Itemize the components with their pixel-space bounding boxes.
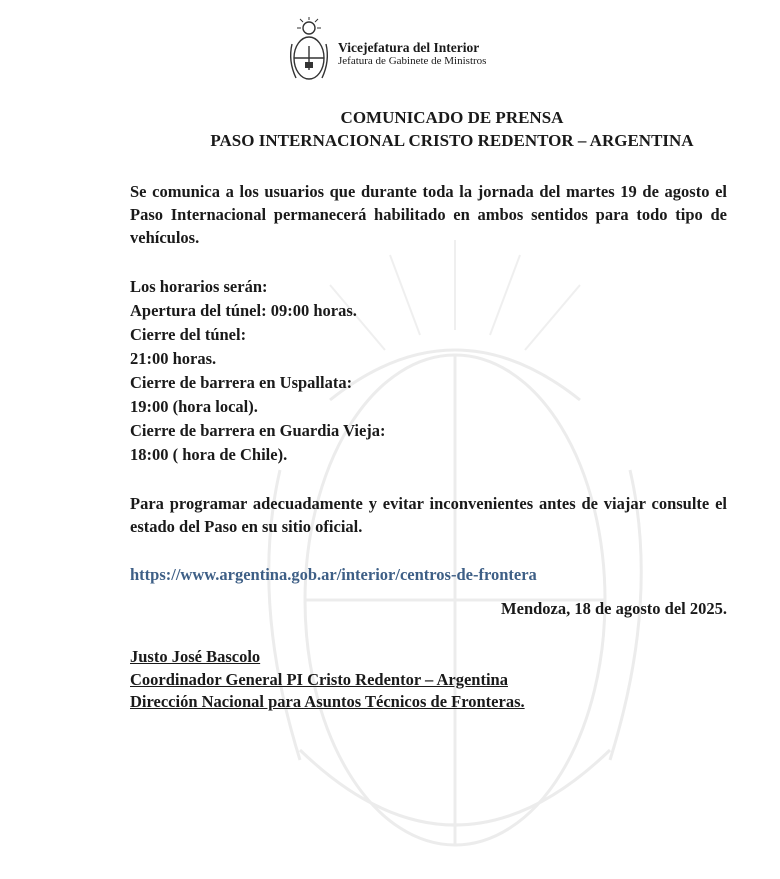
schedule-line: 19:00 (hora local). [130,397,258,416]
press-release-title [0,106,780,152]
schedule-line: Apertura del túnel: 09:00 horas. [130,301,357,320]
title-line-1: COMUNICADO DE PRENSA [340,108,564,127]
official-site-link[interactable]: https://www.argentina.gob.ar/interior/centros-de-frontera [130,565,537,584]
schedule-line: Cierre de barrera en Uspallata: [130,373,353,392]
schedule-line: Cierre del túnel: [130,325,247,344]
title-line-2: PASO INTERNACIONAL CRISTO REDENTOR – ARGENTINA [210,131,694,150]
place-date: Mendoza, 18 de agosto del 2025. [501,599,727,618]
signer-role: Coordinador General PI Cristo Redentor – Argentina [130,669,508,689]
schedule-line: 18:00 ( hora de Chile). [130,445,288,464]
schedule-line: 21:00 horas. [130,349,217,368]
national-seal-icon [286,16,332,86]
org-subname: Jefatura de Gabinete de Ministros [338,55,487,67]
schedule-line: Cierre de barrera en Guardia Vieja: [130,421,386,440]
advice-paragraph: Para programar adecuadamente y evitar inconvenientes antes de viajar consulte el estado del Paso en su sitio oficial. [130,494,727,536]
signer-name: Justo José Bascolo [130,647,261,666]
org-name: Vicejefatura del Interior [338,40,480,55]
schedule-list [130,275,386,467]
intro-paragraph: Se comunica a los usuarios que durante toda la jornada del martes 19 de agosto el Paso Internacional permanecerá habilitado en ambos sentidos para todo tipo de vehículos. [130,182,727,247]
letterhead [286,16,486,86]
signature-block [130,646,525,714]
schedule-line: Los horarios serán: [130,277,268,296]
signer-office: Dirección Nacional para Asuntos Técnicos de Fronteras. [130,692,525,711]
